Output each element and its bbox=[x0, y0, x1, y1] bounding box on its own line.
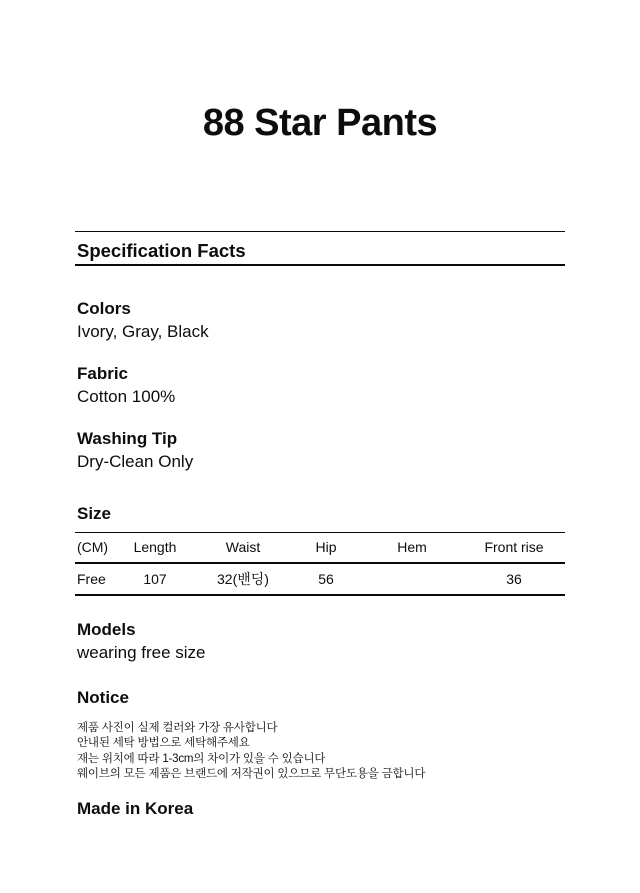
section-rule-bottom bbox=[75, 264, 565, 266]
size-table-header-front-rise: Front rise bbox=[484, 539, 544, 556]
spec-value-fabric: Cotton 100% bbox=[77, 387, 176, 406]
section-heading: Specification Facts bbox=[77, 240, 246, 261]
section-rule-top bbox=[75, 231, 565, 232]
models-value: wearing free size bbox=[77, 642, 206, 662]
size-cell-hip: 56 bbox=[318, 570, 334, 587]
size-table bbox=[75, 532, 565, 596]
made-in-korea-label: Made in Korea bbox=[77, 798, 194, 818]
page-title: 88 Star Pants bbox=[202, 102, 438, 144]
notice-line: 재는 위치에 따라 1-3cm의 차이가 있을 수 있습니다 bbox=[77, 752, 326, 765]
size-heading: Size bbox=[77, 504, 112, 523]
spec-item-colors bbox=[77, 297, 565, 343]
size-cell-waist: 32(밴딩) bbox=[217, 570, 269, 587]
notice-line: 웨이브의 모든 제품은 브랜드에 저작권이 있으므로 무단도용을 금합니다 bbox=[77, 768, 426, 780]
size-table-header-row bbox=[75, 533, 565, 563]
size-table-header-length: Length bbox=[133, 539, 177, 556]
size-table-header-cm: (CM) bbox=[77, 539, 109, 556]
spec-label-colors: Colors bbox=[77, 299, 131, 318]
product-spec-page bbox=[75, 0, 565, 820]
size-cell-length: 107 bbox=[143, 570, 167, 587]
size-table-header-hem: Hem bbox=[397, 539, 427, 556]
spec-label-washing-tip: Washing Tip bbox=[77, 429, 178, 448]
notice-label: Notice bbox=[77, 687, 129, 707]
size-table-header-waist: Waist bbox=[225, 539, 261, 556]
spec-item-fabric bbox=[77, 362, 565, 408]
spec-item-washing-tip bbox=[77, 427, 565, 473]
models-label: Models bbox=[77, 619, 136, 639]
spec-label-fabric: Fabric bbox=[77, 364, 129, 383]
spec-value-colors: Ivory, Gray, Black bbox=[77, 322, 209, 341]
notice-line: 안내된 세탁 방법으로 세탁해주세요 bbox=[77, 737, 250, 749]
spec-value-washing-tip: Dry-Clean Only bbox=[77, 452, 194, 471]
size-cell-front-rise: 36 bbox=[506, 570, 522, 587]
size-cell-hem bbox=[361, 563, 463, 595]
notice-lines bbox=[77, 721, 565, 783]
size-cell-size-name: Free bbox=[77, 570, 106, 587]
size-table-row-free bbox=[75, 563, 565, 595]
notice-line: 제품 사진이 실제 컬러와 가장 유사합니다 bbox=[77, 721, 278, 734]
size-table-header-hip: Hip bbox=[315, 539, 337, 556]
models-block bbox=[77, 618, 565, 664]
